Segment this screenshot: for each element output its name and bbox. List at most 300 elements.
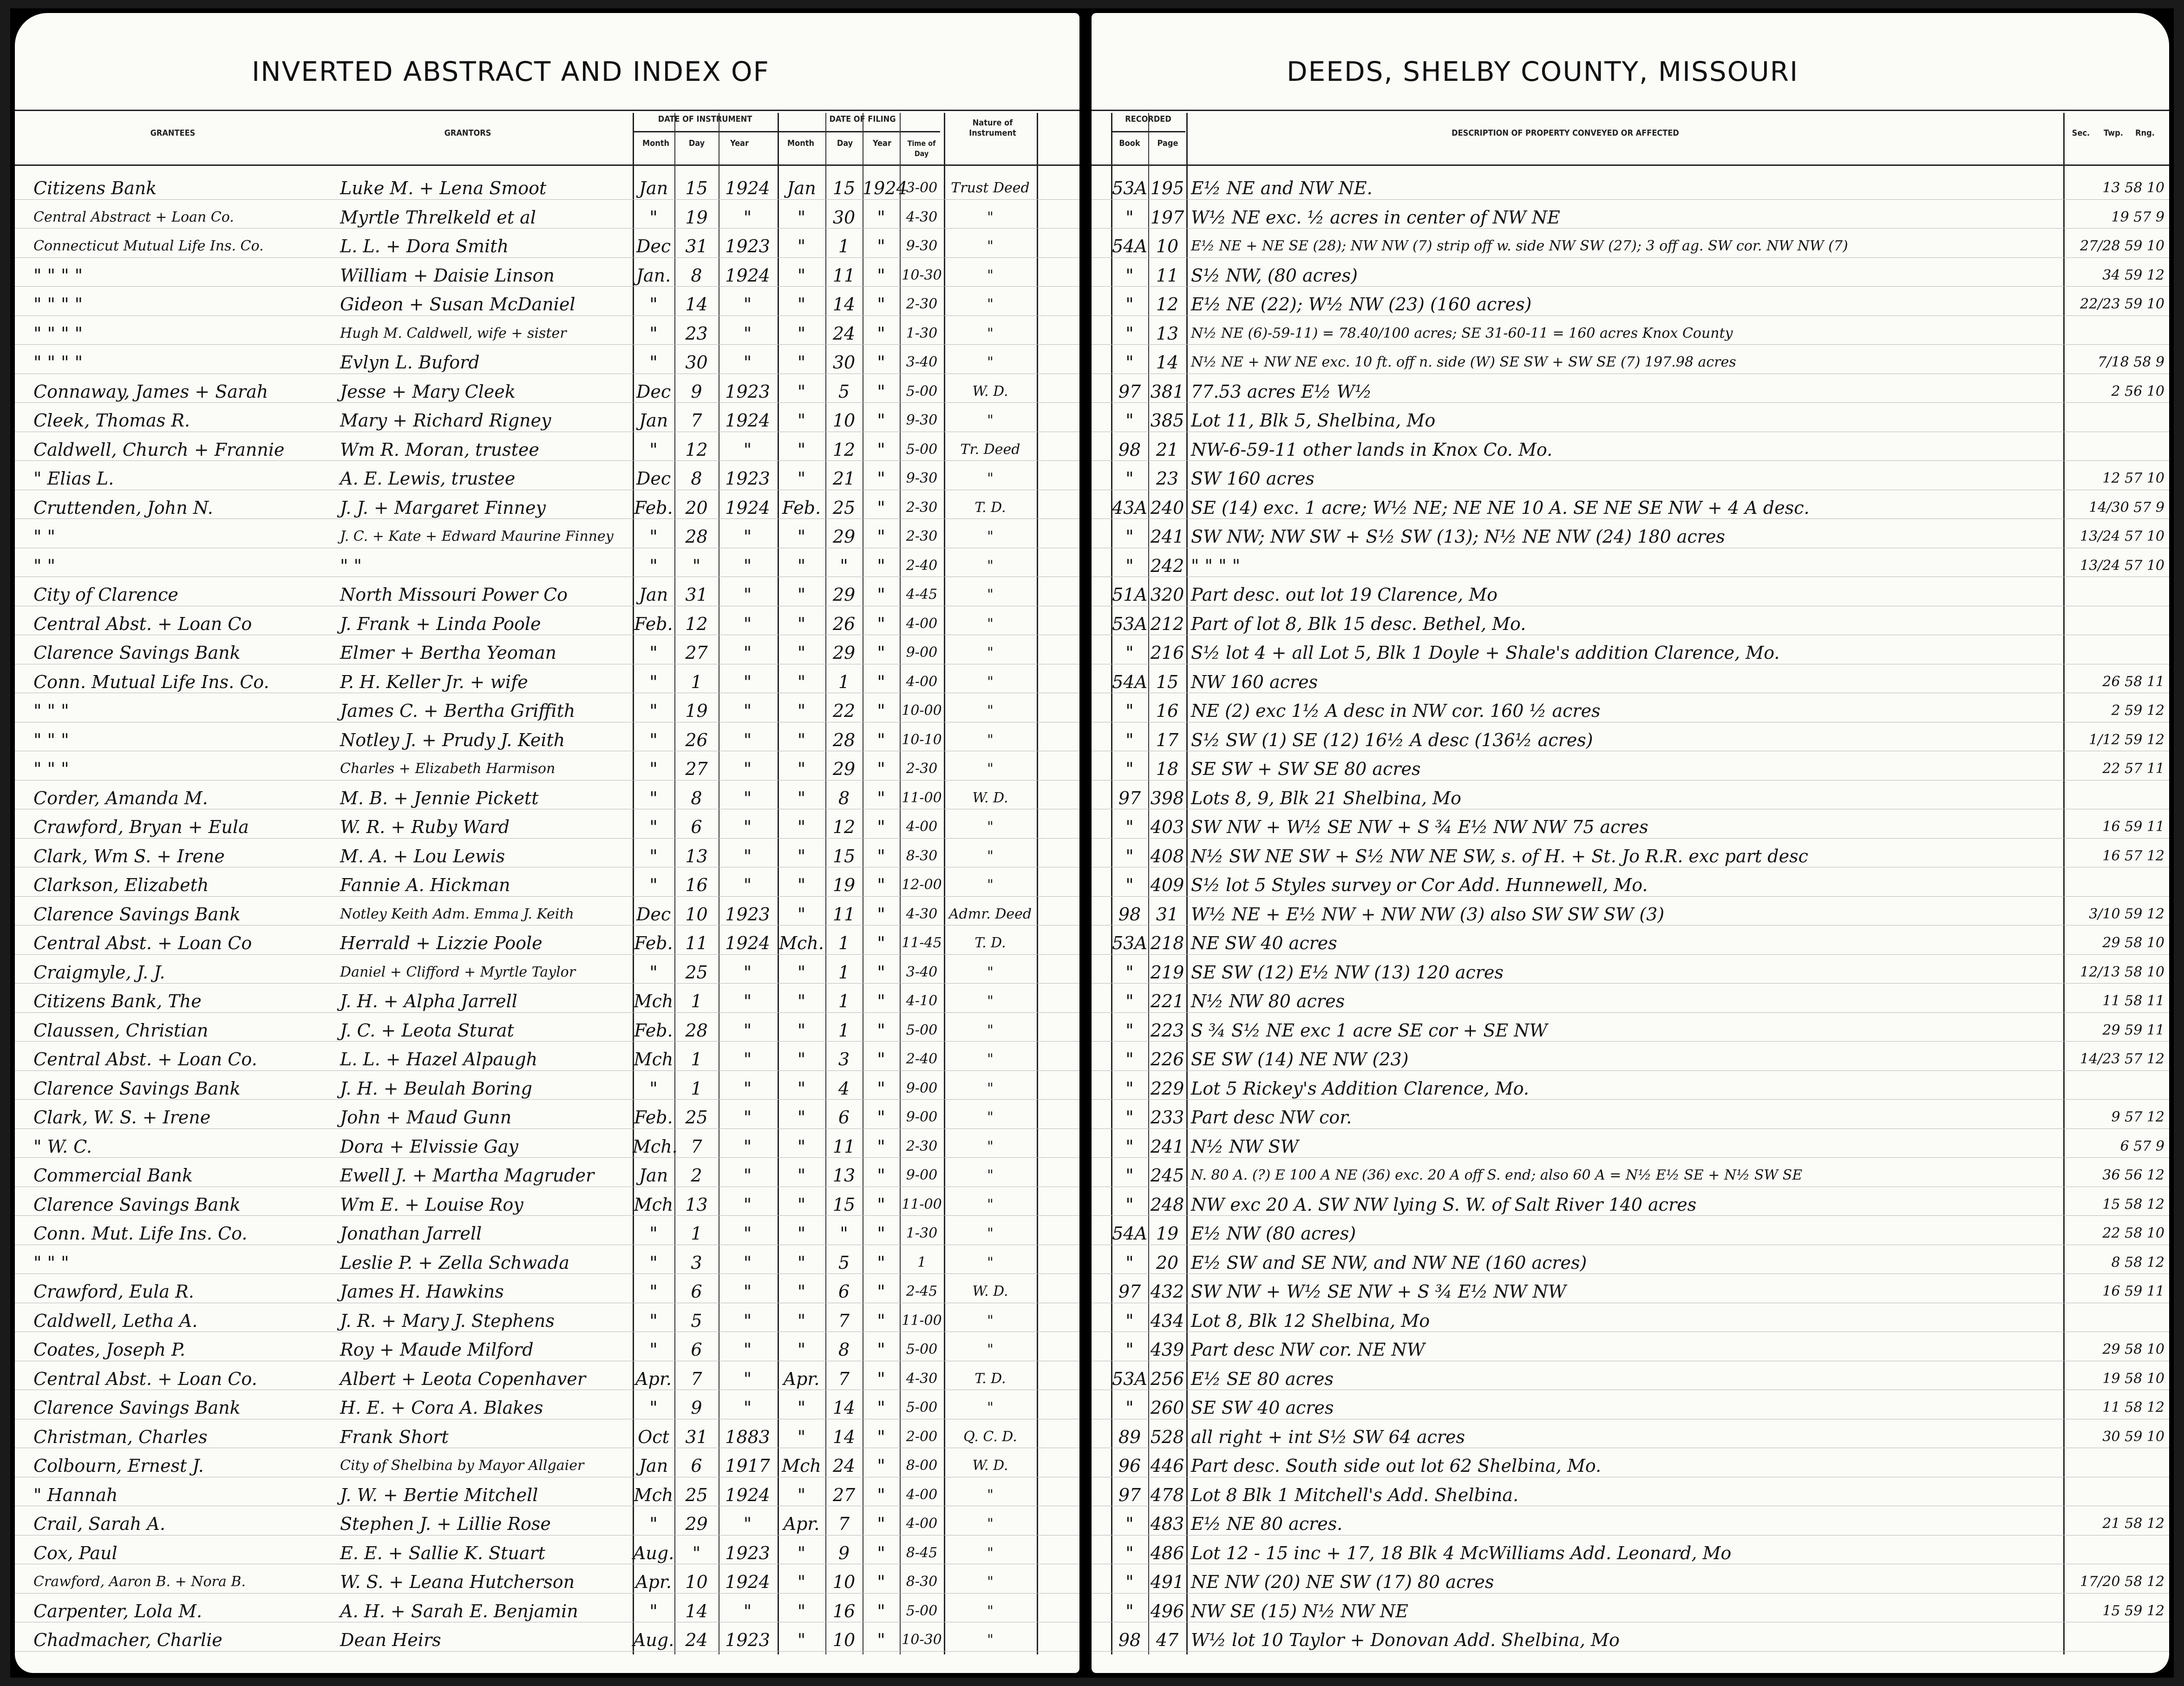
- filing-year-cell: ": [877, 933, 885, 953]
- inst-month-cell: ": [649, 323, 658, 344]
- inst-year-cell: ": [743, 1601, 752, 1621]
- left-table-row: [15, 1215, 1079, 1246]
- right-table-row: [1092, 1012, 2169, 1043]
- inst-year-cell: ": [743, 846, 752, 866]
- page-cell: 491: [1150, 1572, 1184, 1592]
- grantee-cell: " " " ": [33, 294, 83, 315]
- sec-twp-rng-cell: 22/23 59 10: [2080, 296, 2164, 312]
- inst-day-cell: 7: [691, 1136, 702, 1157]
- inst-year-cell: ": [743, 701, 752, 721]
- filing-year-cell: ": [877, 759, 885, 779]
- book-cell: 89: [1118, 1426, 1141, 1447]
- right-table-row: [1092, 1070, 2169, 1101]
- filing-day-cell: ": [840, 1223, 848, 1244]
- grantor-cell: L. L. + Hazel Alpaugh: [340, 1049, 538, 1069]
- time-cell: 2-00: [906, 1428, 938, 1445]
- grantee-cell: Caldwell, Church + Frannie: [33, 439, 285, 460]
- sec-twp-rng-cell: 14/23 57 12: [2080, 1051, 2164, 1067]
- filing-year-cell: ": [877, 1368, 885, 1389]
- right-table-row: [1092, 374, 2169, 404]
- filing-day-cell: 13: [832, 1165, 856, 1186]
- inst-year-cell: ": [743, 1339, 752, 1360]
- description-cell: E½ NE (22); W½ NW (23) (160 acres): [1191, 294, 1532, 315]
- grantee-cell: " W. C.: [33, 1136, 92, 1157]
- grantee-cell: Crail, Sarah A.: [33, 1514, 165, 1534]
- inst-day-cell: 25: [685, 1107, 708, 1128]
- inst-day-cell: 31: [685, 236, 708, 256]
- inst-month-cell: Aug.: [633, 1542, 674, 1563]
- left-table-row: [15, 432, 1079, 462]
- left-table-row: [15, 983, 1079, 1013]
- filing-year-cell: 1924: [863, 178, 908, 198]
- inst-day-cell: 15: [685, 178, 708, 198]
- time-cell: 2-30: [906, 296, 938, 312]
- grantee-cell: " Elias L.: [33, 468, 114, 489]
- sec-twp-rng-cell: 15 59 12: [2102, 1602, 2164, 1619]
- filing-day-cell: 1: [838, 933, 850, 953]
- inst-day-cell: 7: [691, 1368, 702, 1389]
- time-cell: 8-30: [906, 847, 938, 864]
- filing-day-cell: 1: [838, 962, 850, 983]
- sec-twp-rng-cell: 16 57 12: [2102, 847, 2164, 864]
- header-top-rule: [15, 110, 1079, 111]
- inst-month-cell: Feb.: [634, 1020, 673, 1041]
- time-cell: 5-00: [906, 441, 938, 458]
- page-cell: 439: [1150, 1339, 1184, 1360]
- right-table-row: [1092, 518, 2169, 549]
- book-cell: ": [1125, 265, 1134, 286]
- right-table-row: [1092, 1215, 2169, 1246]
- left-table-row: [15, 344, 1079, 374]
- description-cell: SE SW (12) E½ NW (13) 120 acres: [1191, 962, 1504, 983]
- left-table-row: [15, 1303, 1079, 1333]
- book-cell: 98: [1118, 439, 1141, 460]
- description-cell: E½ NE 80 acres.: [1191, 1514, 1343, 1534]
- right-table-row: [1092, 490, 2169, 520]
- grantor-cell: Gideon + Susan McDaniel: [340, 294, 575, 315]
- time-cell: 10-30: [902, 1632, 942, 1648]
- inst-year-cell: ": [743, 1368, 752, 1389]
- left-table-row: [15, 257, 1079, 288]
- inst-month-cell: ": [649, 207, 658, 228]
- filing-day-cell: 24: [832, 323, 856, 344]
- filing-day-cell: 11: [832, 904, 856, 925]
- grantee-cell: Crawford, Aaron B. + Nora B.: [33, 1574, 246, 1590]
- left-table-row: [15, 1361, 1079, 1391]
- inst-day-cell: 24: [685, 1630, 708, 1650]
- inst-day-cell: 27: [685, 643, 708, 663]
- description-cell: Lot 12 - 15 inc + 17, 18 Blk 4 McWilliams Add. Leonard, Mo: [1191, 1542, 1732, 1563]
- inst-year-cell: ": [743, 962, 752, 983]
- inst-year-cell: ": [743, 991, 752, 1011]
- right-table-row: [1092, 402, 2169, 433]
- filing-day-cell: 8: [838, 1339, 850, 1360]
- inst-month-cell: ": [649, 294, 658, 315]
- page-cell: 197: [1150, 207, 1184, 228]
- description-cell: N½ SW NE SW + S½ NW NE SW, s. of H. + St. Jo R.R. exc part desc: [1191, 846, 1808, 866]
- filing-day-cell: 19: [832, 875, 856, 895]
- filing-year-cell: ": [877, 1514, 885, 1534]
- sec-twp-rng-cell: 11 58 11: [2102, 993, 2164, 1009]
- time-cell: 3-40: [906, 354, 938, 370]
- page-cell: 10: [1156, 236, 1179, 256]
- col-header-description: DESCRIPTION OF PROPERTY CONVEYED OR AFFECTED: [1452, 128, 1679, 138]
- filing-month-cell: ": [797, 1397, 806, 1418]
- nature-cell: ": [987, 1080, 994, 1096]
- book-cell: 97: [1118, 381, 1141, 402]
- nature-cell: ": [987, 412, 994, 428]
- description-cell: SW NW + W½ SE NW + S ¾ E½ NW NW: [1191, 1281, 1566, 1302]
- left-table-row: [15, 374, 1079, 404]
- book-cell: ": [1125, 410, 1134, 431]
- filing-month-cell: ": [797, 294, 806, 315]
- left-table-row: [15, 925, 1079, 955]
- book-cell: ": [1125, 294, 1134, 315]
- left-table-row: [15, 780, 1079, 810]
- filing-month-cell: ": [797, 439, 806, 460]
- left-table-row: [15, 838, 1079, 868]
- sec-twp-rng-cell: 3/10 59 12: [2089, 905, 2164, 922]
- grantee-cell: Cleek, Thomas R.: [33, 410, 190, 431]
- grantor-cell: Myrtle Threlkeld et al: [340, 207, 536, 228]
- right-table-row: [1092, 1273, 2169, 1304]
- right-table-row: [1092, 286, 2169, 316]
- right-table-row: [1092, 1128, 2169, 1159]
- grantee-cell: " " " ": [33, 265, 83, 286]
- grantee-cell: " ": [33, 555, 56, 576]
- book-cell: ": [1125, 207, 1134, 228]
- grantee-cell: Conn. Mutual Life Ins. Co.: [33, 671, 269, 692]
- left-table-row: [15, 402, 1079, 433]
- inst-year-cell: 1924: [725, 1484, 770, 1505]
- left-table-row: [15, 577, 1079, 607]
- filing-year-cell: ": [877, 1542, 885, 1563]
- inst-day-cell: 9: [691, 1397, 702, 1418]
- filing-day-cell: 30: [832, 207, 856, 228]
- time-cell: 10-10: [902, 731, 942, 748]
- filing-year-cell: ": [877, 1601, 885, 1621]
- inst-year-cell: ": [743, 1397, 752, 1418]
- book-cell: 53A: [1112, 933, 1147, 953]
- time-cell: 9-30: [906, 412, 938, 428]
- left-table-row: [15, 460, 1079, 491]
- inst-month-cell: Oct: [638, 1426, 669, 1447]
- nature-cell: ": [987, 325, 994, 341]
- filing-year-cell: ": [877, 294, 885, 315]
- nature-cell: ": [987, 731, 994, 748]
- filing-month-cell: ": [797, 1136, 806, 1157]
- left-table-row: [15, 1593, 1079, 1623]
- sec-twp-rng-cell: 36 56 12: [2102, 1167, 2164, 1183]
- filing-day-cell: 7: [838, 1368, 850, 1389]
- time-cell: 2-40: [906, 1051, 938, 1067]
- right-table-row: [1092, 577, 2169, 607]
- grantee-cell: " " ": [33, 701, 69, 721]
- filing-year-cell: ": [877, 497, 885, 518]
- left-table-row: [15, 1041, 1079, 1071]
- inst-year-cell: ": [743, 526, 752, 547]
- inst-month-cell: Dec: [636, 904, 671, 925]
- filing-month-cell: ": [797, 1223, 806, 1244]
- time-cell: 5-00: [906, 1399, 938, 1416]
- page-cell: 241: [1150, 526, 1184, 547]
- page-cell: 20: [1156, 1252, 1179, 1273]
- time-cell: 3-00: [906, 180, 938, 196]
- right-table-row: [1092, 1303, 2169, 1333]
- book-cell: 54A: [1112, 1223, 1147, 1244]
- sec-twp-rng-cell: 7/18 58 9: [2098, 354, 2164, 370]
- right-table-row: [1092, 1245, 2169, 1275]
- time-cell: 1-30: [906, 325, 938, 341]
- page-cell: 409: [1150, 875, 1184, 895]
- page-cell: 195: [1150, 178, 1184, 198]
- page-cell: 432: [1150, 1281, 1184, 1302]
- book-cell: 53A: [1112, 178, 1147, 198]
- book-cell: ": [1125, 1601, 1134, 1621]
- right-table-row: [1092, 1535, 2169, 1565]
- inst-month-cell: ": [649, 1281, 658, 1302]
- nature-cell: ": [987, 354, 994, 370]
- grantor-cell: Albert + Leota Copenhaver: [340, 1368, 586, 1389]
- inst-day-cell: 2: [691, 1165, 702, 1186]
- col-header-grantors: GRANTORS: [444, 128, 491, 138]
- left-table-row: [15, 1448, 1079, 1478]
- inst-month-cell: Feb.: [634, 613, 673, 634]
- inst-day-cell: ": [692, 555, 701, 576]
- grantee-cell: " " " ": [33, 352, 83, 373]
- page-cell: 248: [1150, 1194, 1184, 1215]
- inst-year-cell: ": [743, 207, 752, 228]
- filing-year-cell: ": [877, 643, 885, 663]
- nature-cell: ": [987, 1399, 994, 1416]
- filing-month-cell: ": [797, 1426, 806, 1447]
- left-table-row: [15, 1506, 1079, 1536]
- grantor-cell: P. H. Keller Jr. + wife: [340, 671, 528, 692]
- nature-cell: ": [987, 1341, 994, 1358]
- inst-month-cell: Mch.: [633, 1136, 678, 1157]
- inst-month-cell: Feb.: [634, 1107, 673, 1128]
- left-table-row: [15, 1245, 1079, 1275]
- inst-day-cell: 1: [691, 1223, 702, 1244]
- time-cell: 2-30: [906, 761, 938, 777]
- filing-year-cell: ": [877, 701, 885, 721]
- sec-twp-rng-cell: 29 58 10: [2102, 935, 2164, 951]
- grantor-cell: Luke M. + Lena Smoot: [340, 178, 547, 198]
- time-cell: 2-30: [906, 528, 938, 545]
- nature-cell: ": [987, 964, 994, 980]
- book-cell: 97: [1118, 787, 1141, 808]
- grantor-cell: L. L. + Dora Smith: [340, 236, 509, 256]
- grantee-cell: Commercial Bank: [33, 1165, 193, 1186]
- right-table-row: [1092, 1448, 2169, 1478]
- inst-day-cell: 25: [685, 1484, 708, 1505]
- inst-day-cell: 1: [691, 1049, 702, 1069]
- description-cell: Lot 8, Blk 12 Shelbina, Mo: [1191, 1310, 1430, 1331]
- nature-cell: T. D.: [974, 1370, 1006, 1387]
- description-cell: Lot 5 Rickey's Addition Clarence, Mo.: [1191, 1078, 1530, 1099]
- page-cell: 403: [1150, 817, 1184, 837]
- filing-month-cell: ": [797, 991, 806, 1011]
- inst-month-cell: Jan: [639, 1456, 668, 1476]
- book-cell: ": [1125, 1020, 1134, 1041]
- book-cell: ": [1125, 991, 1134, 1011]
- page-cell: 21: [1156, 439, 1179, 460]
- grantor-cell: W. R. + Ruby Ward: [340, 817, 510, 837]
- inst-year-cell: ": [743, 555, 752, 576]
- filing-day-cell: 14: [832, 1426, 856, 1447]
- inst-day-cell: 13: [685, 1194, 708, 1215]
- book-cell: ": [1125, 1078, 1134, 1099]
- left-table-row: [15, 896, 1079, 926]
- description-cell: SW NW + W½ SE NW + S ¾ E½ NW NW 75 acres: [1191, 817, 1648, 837]
- filing-day-cell: 6: [838, 1281, 850, 1302]
- description-cell: Part desc NW cor. NE NW: [1191, 1339, 1425, 1360]
- page-cell: 483: [1150, 1514, 1184, 1534]
- time-cell: 4-30: [906, 209, 938, 225]
- sec-twp-rng-cell: 12 57 10: [2102, 470, 2164, 486]
- sec-twp-rng-cell: 34 59 12: [2102, 267, 2164, 283]
- filing-day-cell: 26: [832, 613, 856, 634]
- book-cell: ": [1125, 555, 1134, 576]
- filing-year-cell: ": [877, 207, 885, 228]
- filing-month-cell: Feb.: [782, 497, 821, 518]
- inst-year-cell: ": [743, 352, 752, 373]
- col-header-filing-day: Day: [837, 138, 853, 148]
- left-table-row: [15, 954, 1079, 984]
- sec-twp-rng-cell: 19 58 10: [2102, 1370, 2164, 1387]
- book-cell: ": [1125, 1107, 1134, 1128]
- grantor-cell: James C. + Bertha Griffith: [340, 701, 575, 721]
- time-cell: 1: [917, 1254, 927, 1271]
- page-cell: 408: [1150, 846, 1184, 866]
- inst-month-cell: ": [649, 555, 658, 576]
- grantor-cell: Dora + Elvissie Gay: [340, 1136, 518, 1157]
- nature-cell: Tr. Deed: [960, 441, 1020, 458]
- filing-day-cell: 3: [838, 1049, 850, 1069]
- inst-month-cell: ": [649, 643, 658, 663]
- inst-year-cell: ": [743, 1281, 752, 1302]
- right-table-row: [1092, 722, 2169, 752]
- inst-day-cell: 31: [685, 584, 708, 605]
- filing-day-cell: 1: [838, 236, 850, 256]
- inst-year-cell: ": [743, 729, 752, 750]
- description-cell: E½ NE and NW NE.: [1191, 178, 1373, 198]
- left-table-row: [15, 199, 1079, 230]
- grantee-cell: Conn. Mut. Life Ins. Co.: [33, 1223, 248, 1244]
- time-cell: 4-10: [906, 993, 938, 1009]
- inst-day-cell: 12: [685, 613, 708, 634]
- sec-twp-rng-cell: 29 58 10: [2102, 1341, 2164, 1358]
- filing-month-cell: ": [797, 207, 806, 228]
- inst-year-cell: ": [743, 439, 752, 460]
- page-cell: 240: [1150, 497, 1184, 518]
- inst-year-cell: ": [743, 875, 752, 895]
- sec-twp-rng-cell: 16 59 11: [2102, 819, 2164, 835]
- inst-day-cell: 11: [685, 933, 708, 953]
- filing-month-cell: ": [797, 1107, 806, 1128]
- right-table-row: [1092, 1593, 2169, 1623]
- page-cell: 47: [1156, 1630, 1179, 1650]
- sec-twp-rng-cell: 15 58 12: [2102, 1196, 2164, 1213]
- inst-year-cell: ": [743, 1194, 752, 1215]
- filing-day-cell: 8: [838, 787, 850, 808]
- description-cell: NW-6-59-11 other lands in Knox Co. Mo.: [1191, 439, 1553, 460]
- filing-year-cell: ": [877, 904, 885, 925]
- inst-month-cell: ": [649, 1514, 658, 1534]
- description-cell: E½ NW (80 acres): [1191, 1223, 1356, 1244]
- col-header-filing-year: Year: [873, 138, 891, 148]
- sec-twp-rng-cell: 11 58 12: [2102, 1399, 2164, 1416]
- book-cell: 98: [1118, 904, 1141, 925]
- right-table-row: [1092, 344, 2169, 374]
- filing-month-cell: ": [797, 1630, 806, 1650]
- filing-year-cell: ": [877, 439, 885, 460]
- inst-year-cell: 1923: [725, 468, 770, 489]
- time-cell: 9-30: [906, 238, 938, 254]
- filing-day-cell: 29: [832, 759, 856, 779]
- grantor-cell: J. C. + Kate + Edward Maurine Finney: [340, 528, 614, 545]
- grantee-cell: Clarence Savings Bank: [33, 1078, 241, 1099]
- grantor-cell: William + Daisie Linson: [340, 265, 555, 286]
- grantor-cell: Mary + Richard Rigney: [340, 410, 551, 431]
- time-cell: 11-00: [902, 1312, 942, 1329]
- nature-cell: ": [987, 1574, 994, 1590]
- grantee-cell: " Hannah: [33, 1484, 118, 1505]
- left-table-row: [15, 722, 1079, 752]
- filing-month-cell: Mch.: [779, 933, 824, 953]
- description-cell: W½ NE + E½ NW + NW NW (3) also SW SW SW (3): [1191, 904, 1665, 925]
- filing-day-cell: 11: [832, 265, 856, 286]
- col-header-grantees: GRANTEES: [150, 128, 196, 138]
- nature-cell: ": [987, 1602, 994, 1619]
- filing-year-cell: ": [877, 1223, 885, 1244]
- description-cell: NW SE (15) N½ NW NE: [1191, 1601, 1408, 1621]
- time-cell: 1-30: [906, 1225, 938, 1241]
- time-cell: 4-45: [906, 586, 938, 603]
- filing-year-cell: ": [877, 1165, 885, 1186]
- right-table-row: [1092, 170, 2169, 200]
- description-cell: N½ NE + NW NE exc. 10 ft. off n. side (W) SE SW + SW SE (7) 197.98 acres: [1191, 354, 1736, 370]
- right-table-row: [1092, 1099, 2169, 1129]
- book-cell: 54A: [1112, 236, 1147, 256]
- book-cell: 54A: [1112, 671, 1147, 692]
- grantor-cell: J. J. + Margaret Finney: [340, 497, 546, 518]
- grantee-cell: " " ": [33, 729, 69, 750]
- book-cell: 43A: [1112, 497, 1147, 518]
- filing-month-cell: ": [797, 1542, 806, 1563]
- sec-twp-rng-cell: 22 57 11: [2102, 761, 2164, 777]
- inst-day-cell: 6: [691, 1456, 702, 1476]
- inst-day-cell: 3: [691, 1252, 702, 1273]
- grantor-cell: Leslie P. + Zella Schwada: [340, 1252, 569, 1273]
- book-cell: 53A: [1112, 613, 1147, 634]
- inst-day-cell: 13: [685, 846, 708, 866]
- inst-year-cell: ": [743, 1049, 752, 1069]
- col-header-nature: Nature of Instrument: [969, 118, 1016, 138]
- description-cell: SE SW 40 acres: [1191, 1397, 1334, 1418]
- book-cell: ": [1125, 846, 1134, 866]
- left-table-row: [15, 548, 1079, 578]
- time-cell: 5-00: [906, 383, 938, 400]
- left-table-row: [15, 1070, 1079, 1101]
- filing-day-cell: 1: [838, 1020, 850, 1041]
- filing-day-cell: 10: [832, 410, 856, 431]
- description-cell: N½ NW SW: [1191, 1136, 1299, 1157]
- filing-day-cell: ": [840, 555, 848, 576]
- inst-month-cell: ": [649, 962, 658, 983]
- description-cell: NE SW 40 acres: [1191, 933, 1337, 953]
- inst-year-cell: ": [743, 294, 752, 315]
